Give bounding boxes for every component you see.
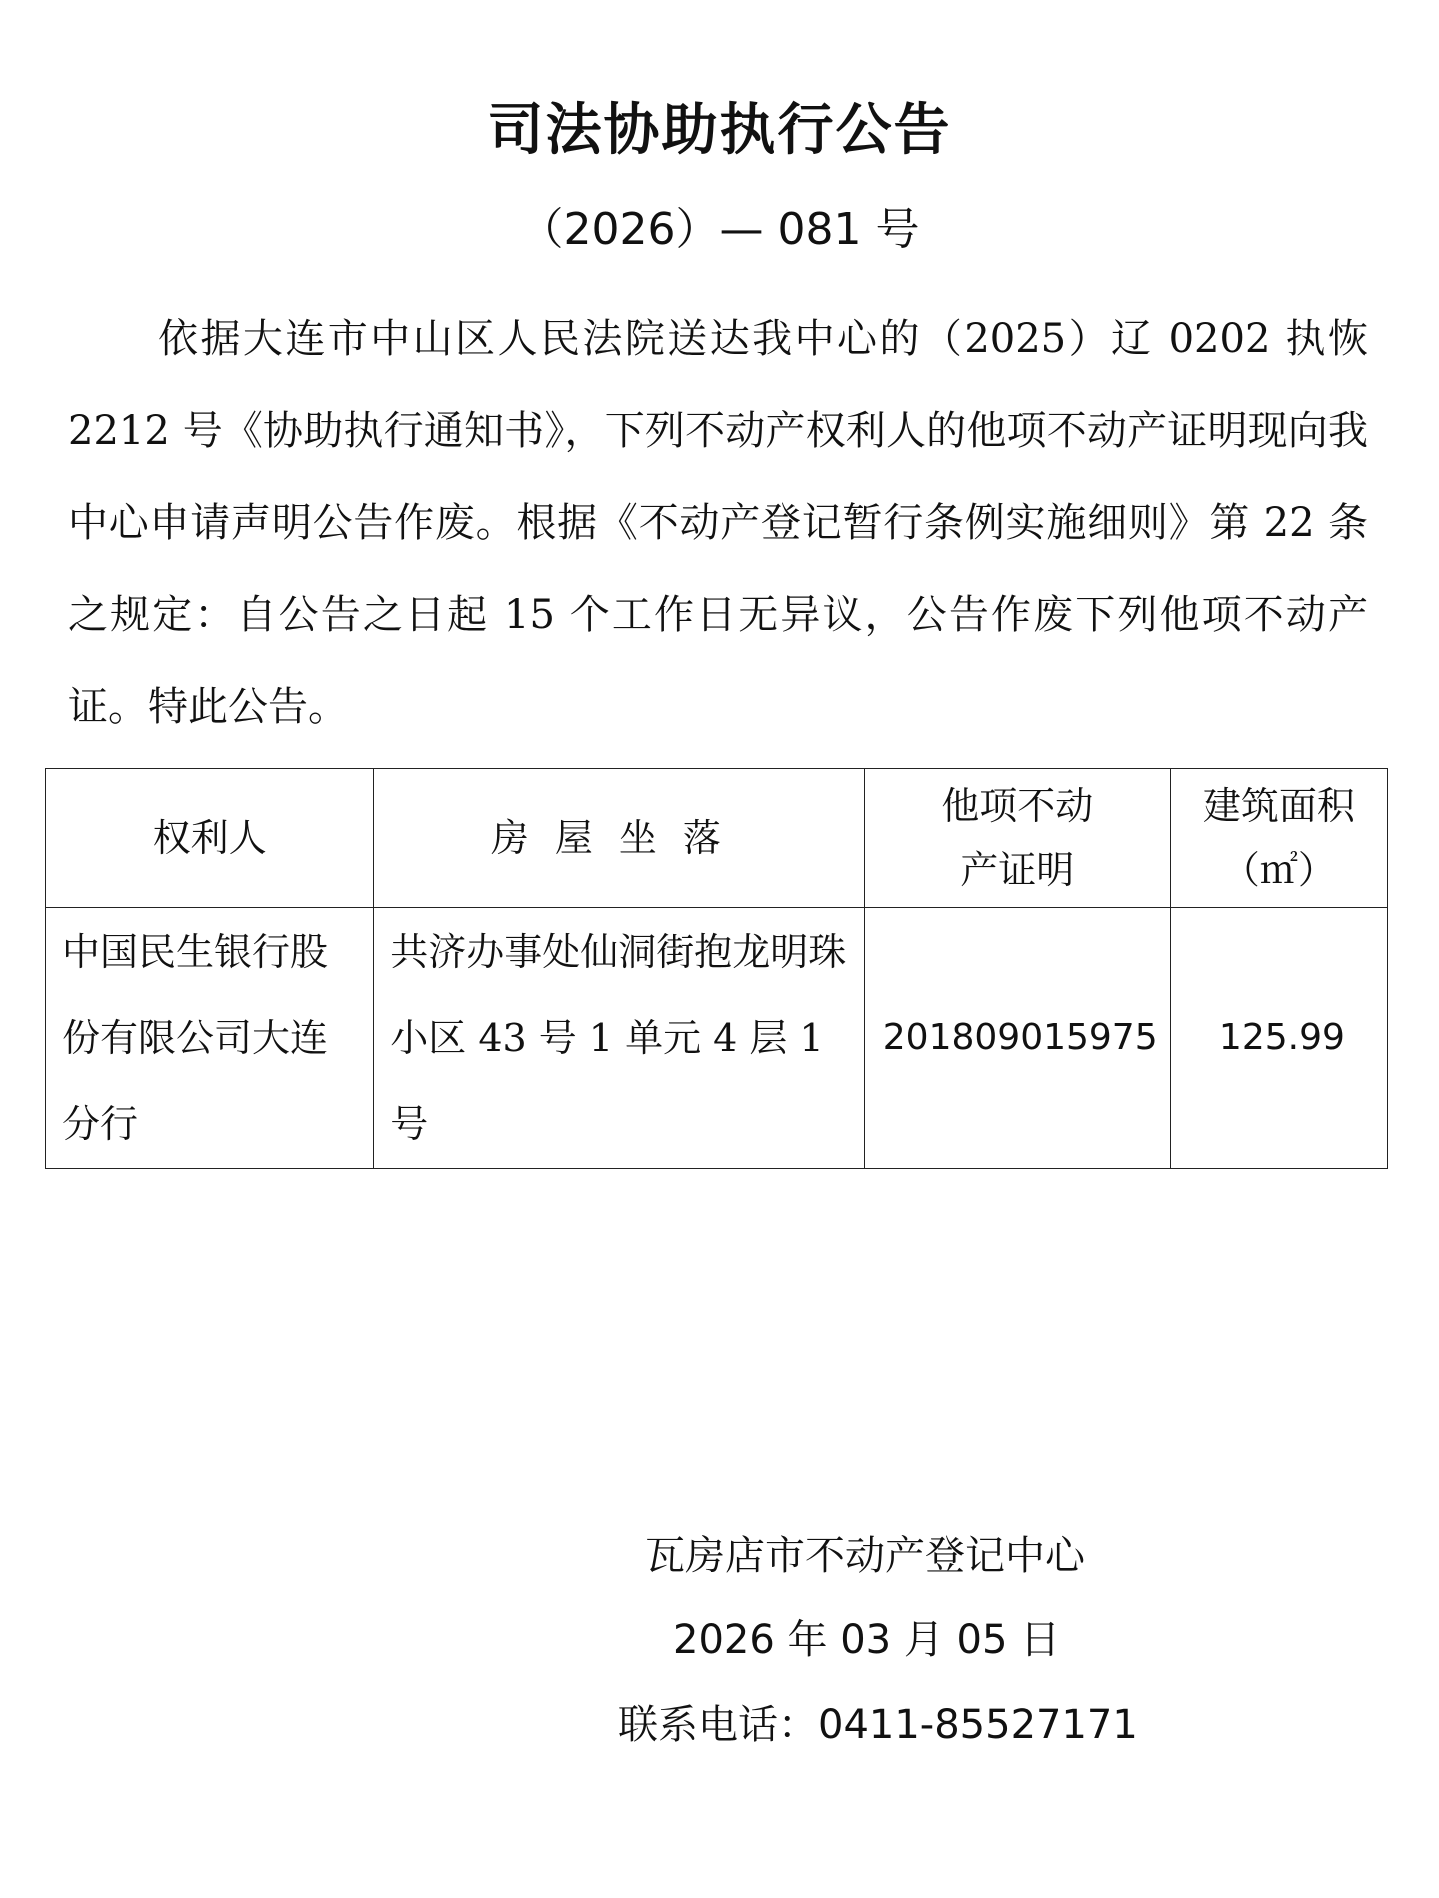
- table-header-row: [46, 769, 1388, 908]
- header-address-label: 房屋坐落: [490, 816, 747, 860]
- cell-area: 125.99: [1170, 908, 1387, 1169]
- notice-title: 司法协助执行公告: [487, 98, 952, 163]
- header-certificate: [864, 769, 1170, 908]
- header-address: [374, 769, 864, 908]
- certificate-table: [45, 768, 1388, 1169]
- notice-body: 依据大连市中山区人民法院送达我中心的（2025）辽 0202 执恢 2212 号《协助执行通知书》，下列不动产权利人的他项不动产证明现向我中心申请声明公告作废。根据《不动产登记暂行条例实施细则》第 22 条之规定：自公告之日起 15 个工作日无异议，公告作废下列他项不动产证。特此公告。: [68, 316, 1368, 730]
- header-certificate-line1: 他项不动: [941, 784, 1094, 828]
- header-area: [1170, 769, 1387, 908]
- notice-number: （2026）— 081 号: [519, 204, 920, 255]
- header-holder-label: 权利人: [152, 816, 267, 860]
- header-area-line1: 建筑面积: [1202, 784, 1355, 828]
- header-area-line2: （㎡）: [1221, 848, 1336, 892]
- header-certificate-line2: 产证明: [960, 848, 1075, 892]
- cell-address: 共济办事处仙洞街抱龙明珠小区 43 号 1 单元 4 层 1 号: [374, 908, 864, 1169]
- cell-holder: 中国民生银行股份有限公司大连分行: [46, 908, 374, 1169]
- cell-certificate: 201809015975: [864, 908, 1170, 1169]
- contact-phone: 联系电话：0411-85527171: [618, 1702, 1138, 1748]
- issue-date: 2026 年 03 月 05 日: [673, 1617, 1061, 1663]
- table-row: [46, 908, 1388, 1169]
- header-holder: [46, 769, 374, 908]
- issuer-name: 瓦房店市不动产登记中心: [645, 1533, 1085, 1579]
